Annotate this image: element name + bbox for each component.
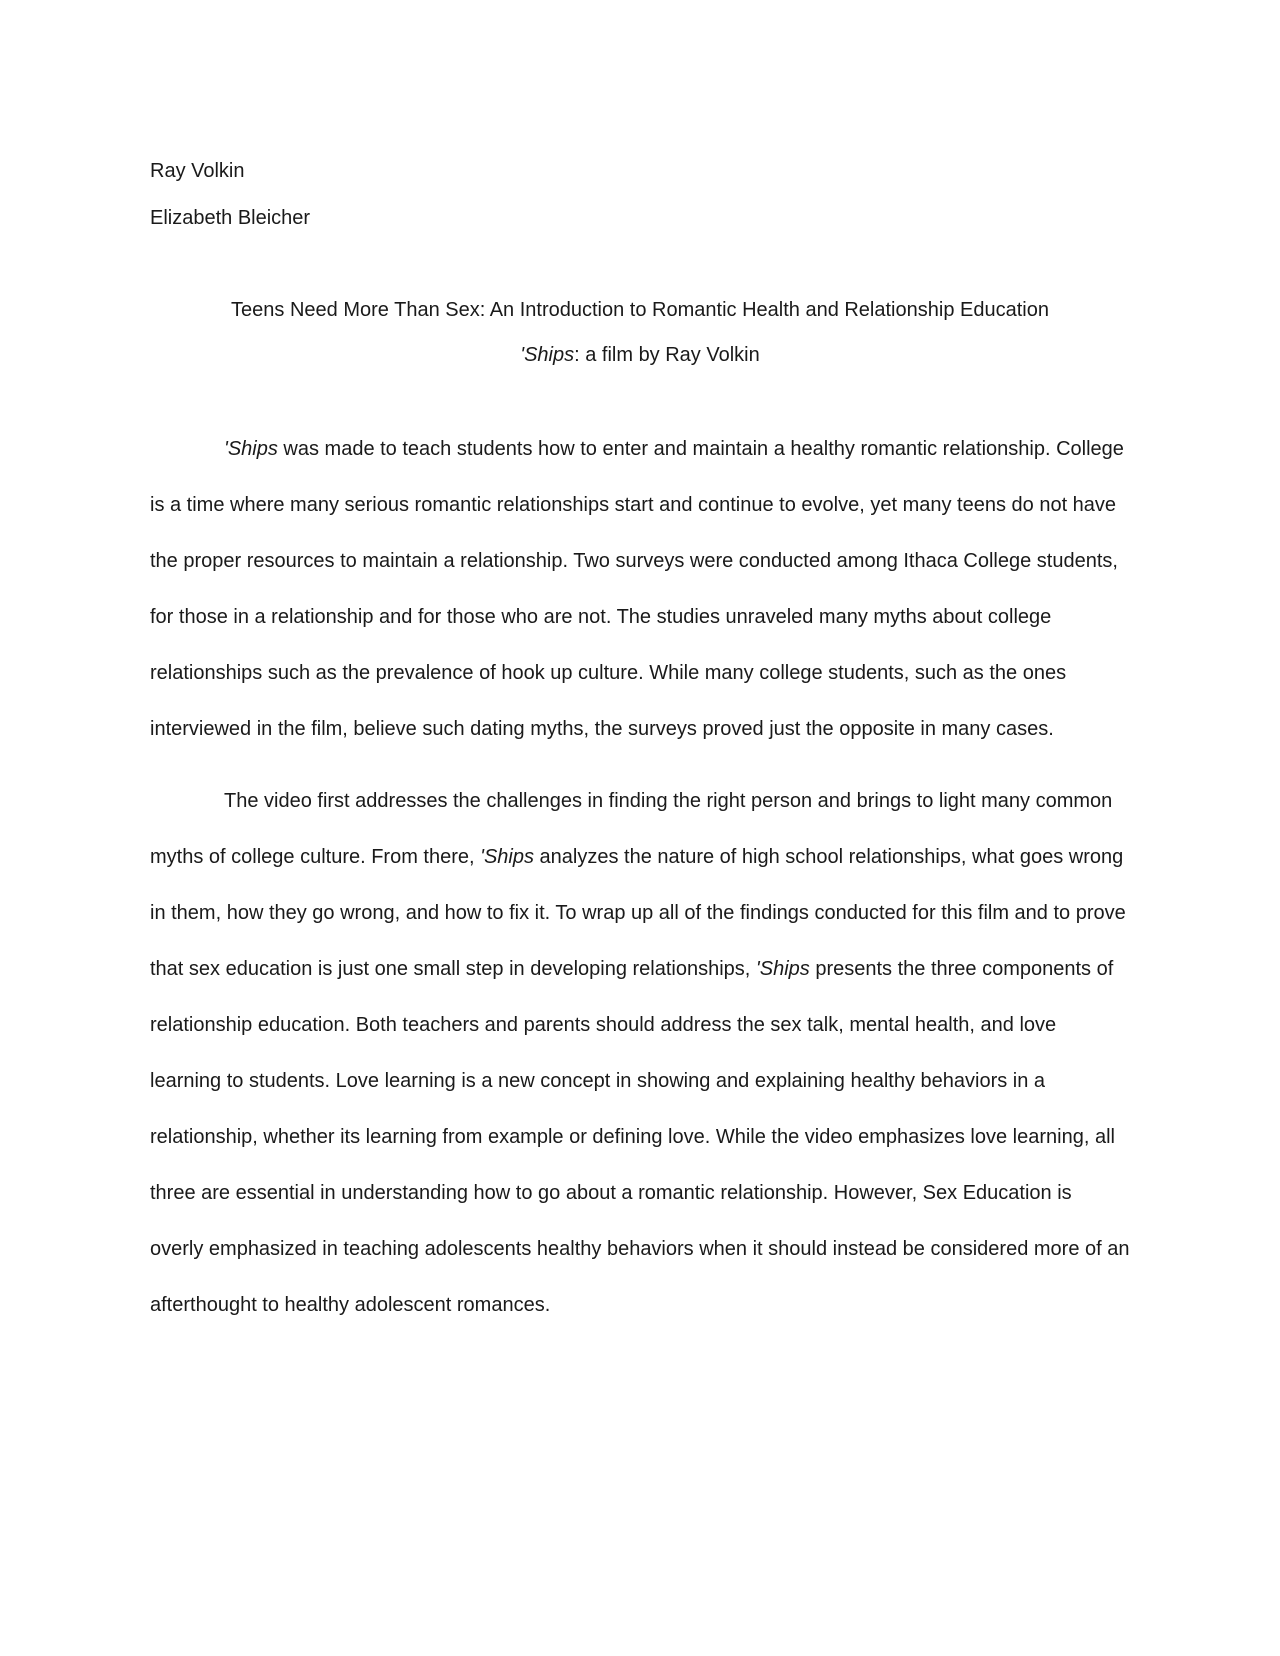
paragraph-1 <box>150 421 1130 757</box>
document-title: Teens Need More Than Sex: An Introduction to Romantic Health and Relationship Education <box>231 299 1049 321</box>
instructor-name: Elizabeth Bleicher <box>150 207 311 229</box>
author-name: Ray Volkin <box>150 160 245 182</box>
title-block <box>150 288 1130 378</box>
paragraph-2 <box>150 773 1130 1333</box>
film-title: 'Ships <box>755 958 810 980</box>
film-title: 'Ships <box>480 846 534 868</box>
film-title: 'Ships <box>224 438 278 460</box>
document-subtitle <box>150 333 1130 378</box>
document-content <box>150 148 1130 1333</box>
paragraph-text: presents the three components of relationship education. Both teachers and parents should address the sex talk, mental health, and love learning to students. Love learning is a new concept in showing and explaining healthy behaviors in a relationship, whether its learning from example or defining love. While the video emphasizes love learning, all three are essential in understanding how to go about a romantic relationship. However, Sex Education is overly emphasized in teaching adolescents healthy behaviors when it should instead be considered more of an afterthought to healthy adolescent romances. <box>150 958 1130 1316</box>
paragraph-text: analyzes the nature of high school relationships, what goes wrong in them, how they go wrong, and how to fix it. To wrap up all of the findings conducted for this film and to prove that sex education is just one small step in developing relationships, <box>150 846 1126 980</box>
film-title: 'Ships <box>520 344 575 366</box>
paragraph-text: was made to teach students how to enter and maintain a healthy romantic relationship. College is a time where many serious romantic relationships start and continue to evolve, yet many teens do not have the proper resources to maintain a relationship. Two surveys were conducted among Ithaca College students, for those in a relationship and for those who are not. The studies unraveled many myths about college relationships such as the prevalence of hook up culture. While many college students, such as the ones interviewed in the film, believe such dating myths, the surveys proved just the opposite in many cases. <box>150 438 1124 740</box>
subtitle-text: : a film by Ray Volkin <box>574 344 760 366</box>
paragraph-text: The video first addresses the challenges in finding the right person and brings to light many common myths of college culture. From there, <box>150 790 1113 868</box>
